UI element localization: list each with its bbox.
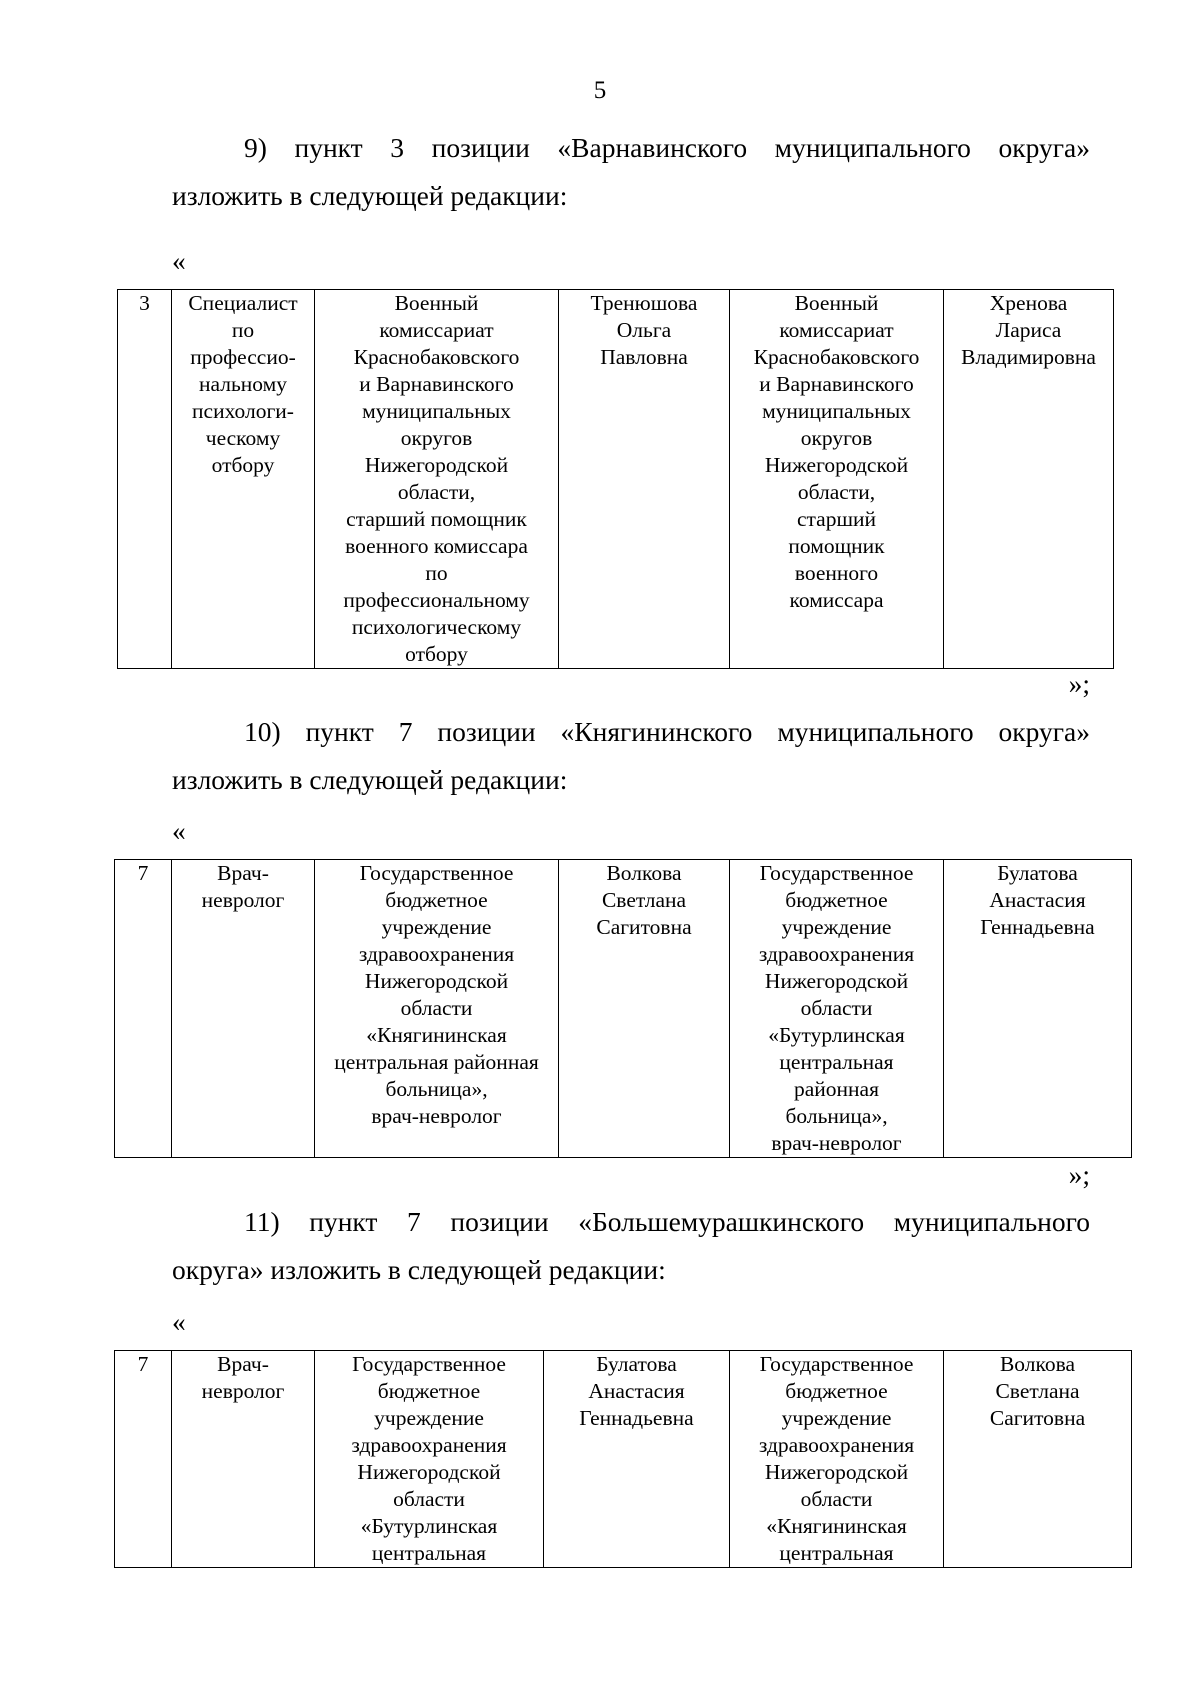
amendment-table-10 [114,859,1132,1158]
paragraph-line: 11) пункт 7 позиции «Большемурашкинского муниципального [244,1206,1090,1237]
closing-quote: »; [1068,1159,1090,1190]
main-organization-cell: Военный комиссариат Краснобаковского и Варнавинского муниципальных округов Нижегородской области, старший помощник военного комиссара по профессиональному психологическому отбору [315,290,559,669]
table-row [115,1351,1132,1568]
amendment-paragraph-11 [172,1198,1090,1294]
closing-quote: »; [1068,668,1090,699]
table-row [118,290,1114,669]
reserve-person-cell: Булатова Анастасия Геннадьевна [944,860,1132,1158]
position-cell: Врач- невролог [172,1351,315,1568]
reserve-person-cell: Волкова Светлана Сагитовна [944,1351,1132,1568]
paragraph-line: округа» изложить в следующей редакции: [172,1254,666,1285]
opening-quote: « [172,245,186,276]
main-person-cell: Тренюшова Ольга Павловна [559,290,730,669]
reserve-person-cell: Хренова Лариса Владимировна [944,290,1114,669]
row-number-cell: 3 [118,290,172,669]
paragraph-line: 9) пункт 3 позиции «Варнавинского муниципального округа» [244,132,1090,163]
main-organization-cell: Государственное бюджетное учреждение здравоохранения Нижегородской области «Бутурлинская центральная [315,1351,544,1568]
row-number-cell: 7 [115,1351,172,1568]
reserve-organization-cell: Государственное бюджетное учреждение здравоохранения Нижегородской области «Бутурлинская центральная районная больница», врач-невролог [730,860,944,1158]
row-number-cell: 7 [115,860,172,1158]
main-person-cell: Булатова Анастасия Геннадьевна [544,1351,730,1568]
reserve-organization-cell: Военный комиссариат Краснобаковского и Варнавинского муниципальных округов Нижегородской области, старший помощник военного комиссара [730,290,944,669]
amendment-table-9 [117,289,1114,669]
position-cell: Специалист по профессио- нальному психологи- ческому отбору [172,290,315,669]
page-number: 5 [593,77,607,104]
paragraph-line: изложить в следующей редакции: [172,764,568,795]
opening-quote: « [172,815,186,846]
amendment-paragraph-10 [172,708,1090,804]
amendment-paragraph-9 [172,124,1090,220]
paragraph-line: изложить в следующей редакции: [172,180,568,211]
reserve-organization-cell: Государственное бюджетное учреждение здравоохранения Нижегородской области «Княгининская центральная [730,1351,944,1568]
amendment-table-11 [114,1350,1132,1568]
paragraph-line: 10) пункт 7 позиции «Княгининского муниципального округа» [244,716,1090,747]
table-row [115,860,1132,1158]
position-cell: Врач- невролог [172,860,315,1158]
opening-quote: « [172,1306,186,1337]
main-organization-cell: Государственное бюджетное учреждение здравоохранения Нижегородской области «Княгининская центральная районная больница», врач-невролог [315,860,559,1158]
main-person-cell: Волкова Светлана Сагитовна [559,860,730,1158]
